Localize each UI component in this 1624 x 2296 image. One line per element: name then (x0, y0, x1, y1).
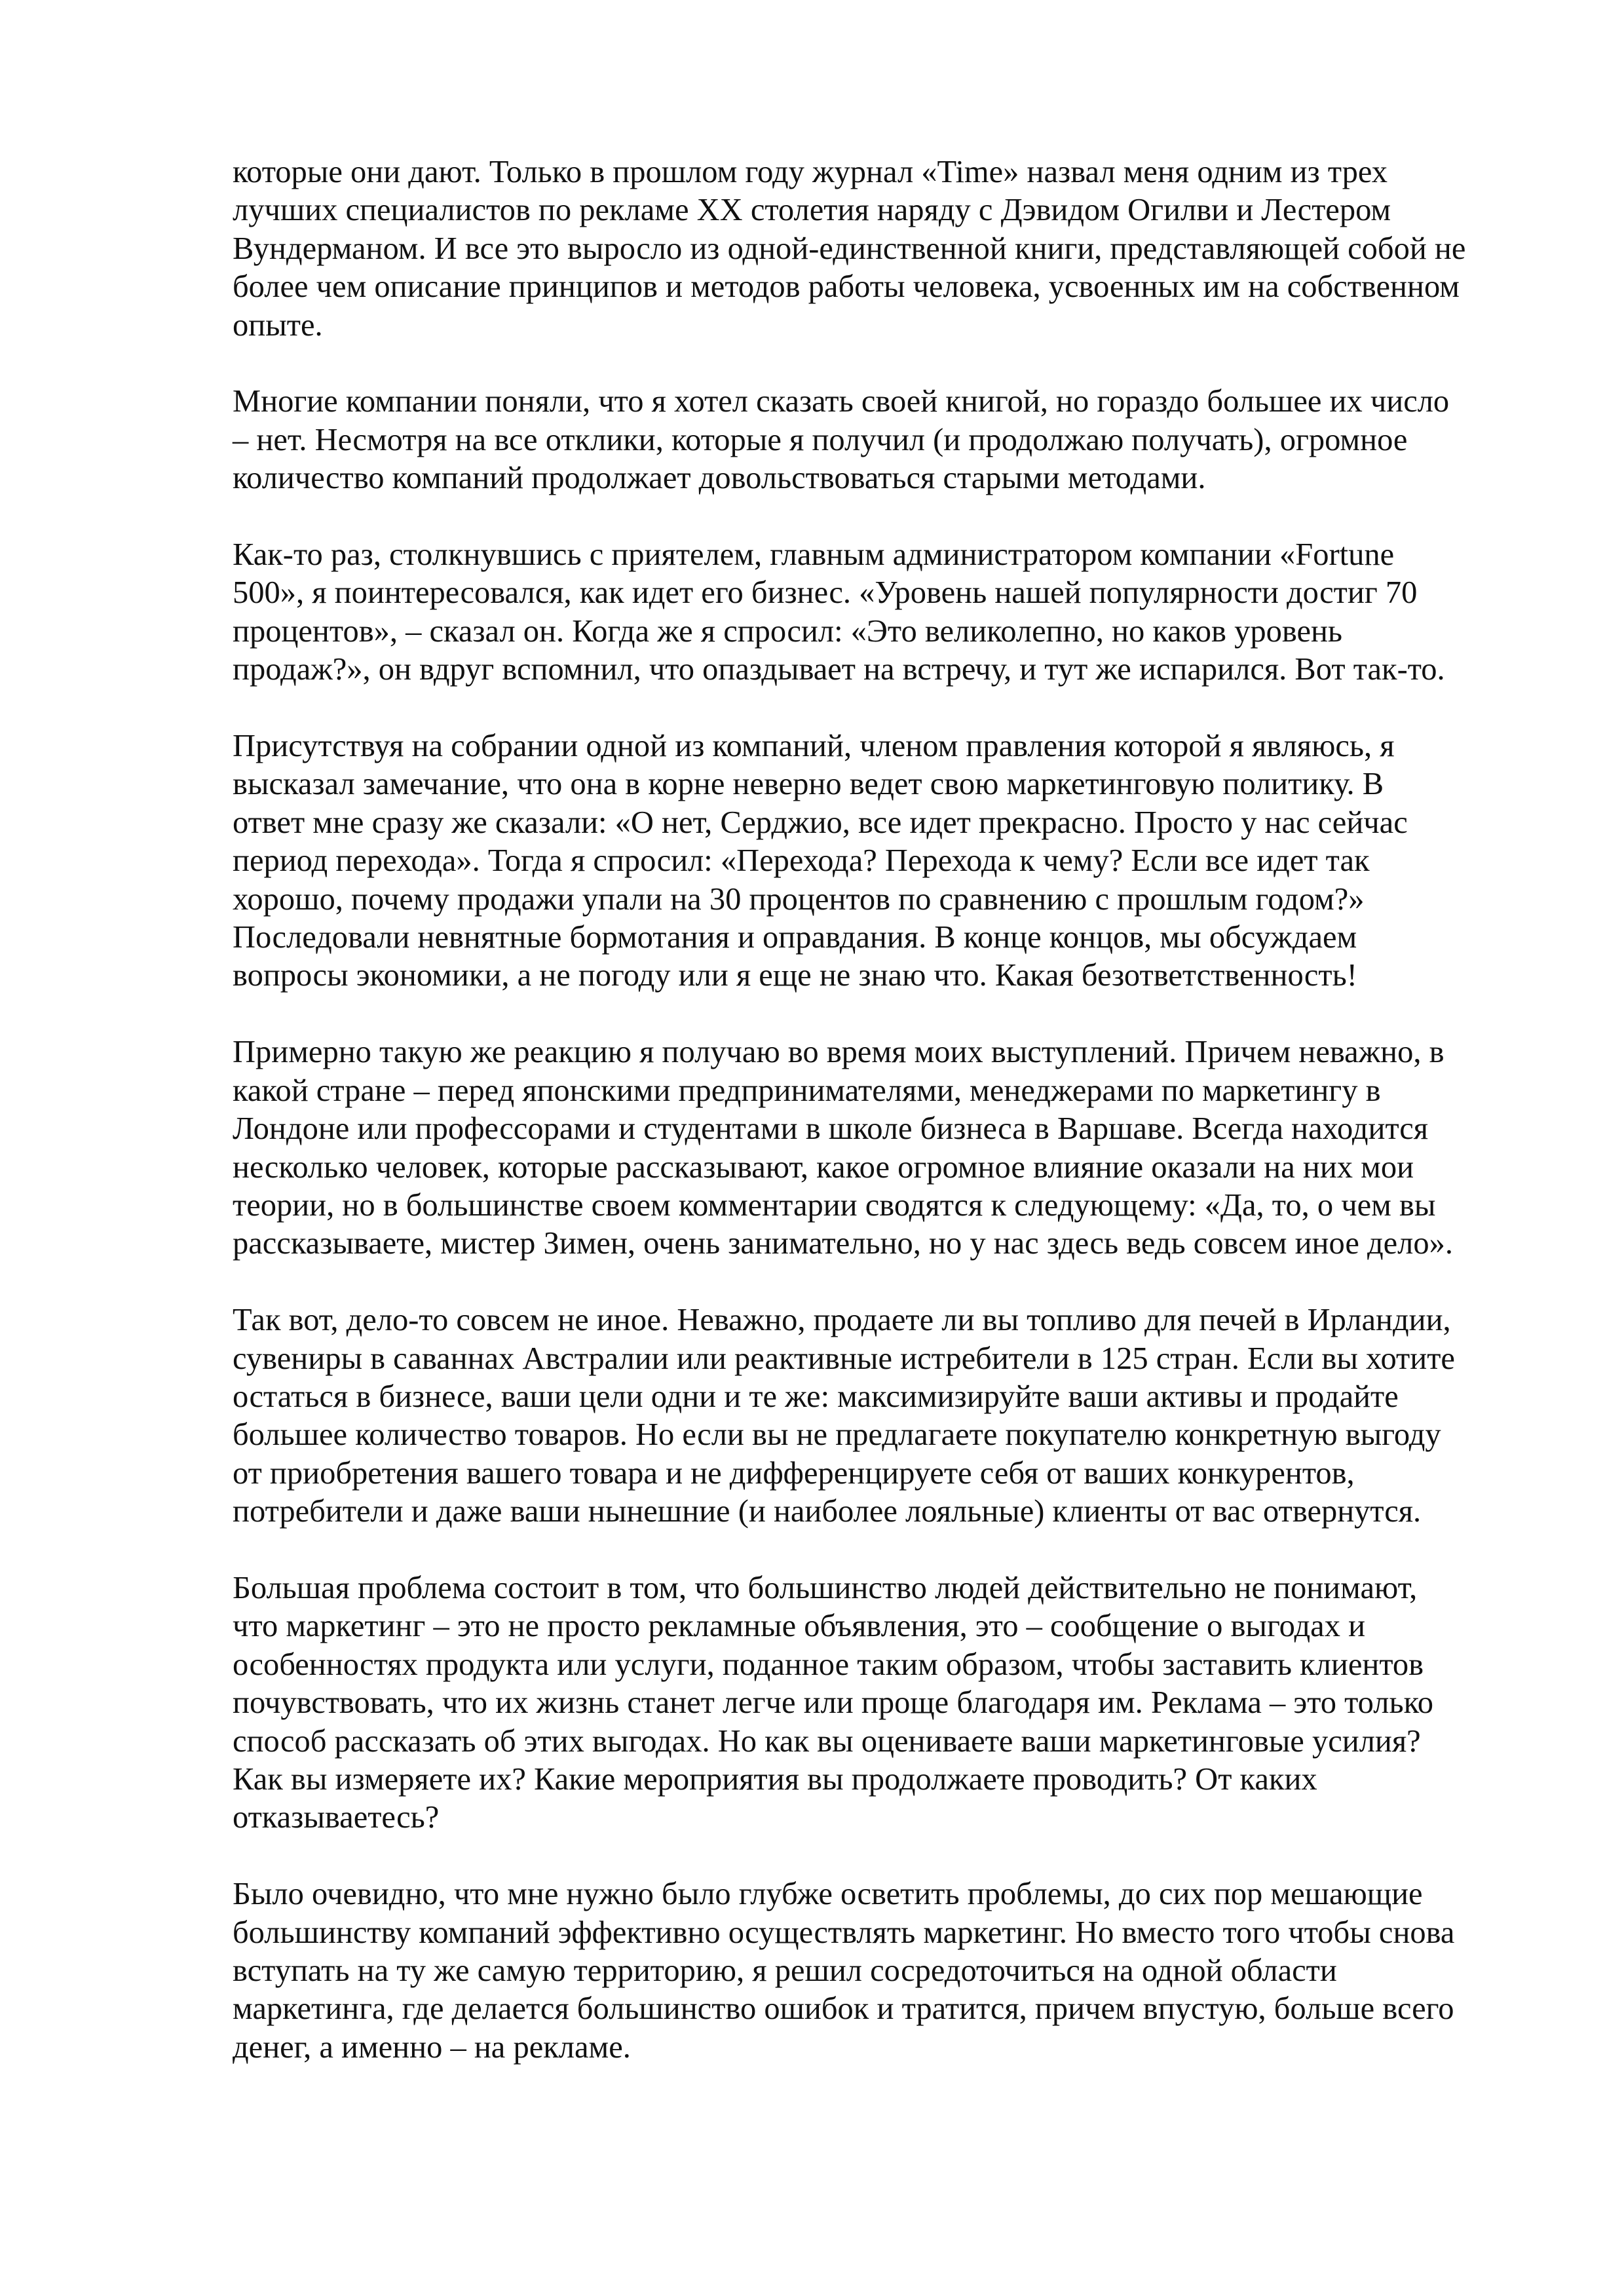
text-line: вступать на ту же самую территорию, я решил сосредоточиться на одной области (233, 1953, 1337, 1988)
text-line: большее количество товаров. Но если вы не предлагаете покупателю конкретную выгоду (233, 1417, 1441, 1453)
text-line: сувениры в саваннах Австралии или реактивные истребители в 125 стран. Если вы хотите (233, 1341, 1455, 1376)
text-line: потребители и даже ваши нынешние (и наиболее лояльные) клиенты от вас отвернутся. (233, 1494, 1422, 1529)
paragraph (233, 727, 1549, 995)
text-line: Многие компании поняли, что я хотел сказать своей книгой, но гораздо большее их число (233, 384, 1450, 419)
text-line: денег, а именно – на рекламе. (233, 2029, 631, 2065)
text-line: рассказываете, мистер Зимен, очень занимательно, но у нас здесь ведь совсем иное дело». (233, 1226, 1454, 1261)
text-line: период перехода». Тогда я спросил: «Перехода? Перехода к чему? Если все идет так (233, 843, 1370, 879)
text-line: Лондоне или профессорами и студентами в школе бизнеса в Варшаве. Всегда находится (233, 1111, 1429, 1147)
paragraph (233, 1569, 1549, 1837)
text-line: какой стране – перед японскими предпринимателями, менеджерами по маркетингу в (233, 1073, 1381, 1108)
text-line: что маркетинг – это не просто рекламные объявления, это – сообщение о выгодах и (233, 1609, 1366, 1644)
text-line: 500», я поинтересовался, как идет его бизнес. «Уровень нашей популярности достиг 70 (233, 575, 1418, 611)
text-line: более чем описание принципов и методов работы человека, усвоенных им на собственном (233, 269, 1460, 305)
paragraph (233, 536, 1549, 689)
text-line: высказал замечание, что она в корне неверно ведет свою маркетинговую политику. В (233, 767, 1384, 802)
text-line: большинству компаний эффективно осуществлять маркетинг. Но вместо того чтобы снова (233, 1915, 1455, 1950)
text-line: которые они дают. Только в прошлом году журнал «Time» назвал меня одним из трех (233, 155, 1388, 189)
text-line: остаться в бизнесе, ваши цели одни и те же: максимизируйте ваши активы и продайте (233, 1379, 1399, 1414)
paragraph (233, 1875, 1549, 2067)
paragraph (233, 1301, 1549, 1531)
text-line: Так вот, дело-то совсем не иное. Неважно, продаете ли вы топливо для печей в Ирландии, (233, 1303, 1451, 1338)
text-line: маркетинга, где делается большинство ошибок и тратится, причем впустую, больше всего (233, 1991, 1454, 2027)
text-line: лучших специалистов по рекламе XX столетия наряду с Дэвидом Огилви и Лестером (233, 193, 1391, 228)
text-line: способ рассказать об этих выгодах. Но как вы оцениваете ваши маркетинговые усилия? (233, 1723, 1421, 1759)
text-line: процентов», – сказал он. Когда же я спросил: «Это великолепно, но каков уровень (233, 613, 1343, 649)
text-line: хорошо, почему продажи упали на 30 процентов по сравнению с прошлым годом?» (233, 881, 1365, 917)
text-line: особенностях продукта или услуги, поданное таким образом, чтобы заставить клиентов (233, 1647, 1424, 1682)
document-body (233, 153, 1549, 2105)
text-line: Большая проблема состоит в том, что большинство людей действительно не понимают, (233, 1570, 1418, 1605)
text-line: продаж?», он вдруг вспомнил, что опаздывает на встречу, и тут же испарился. Вот так-то. (233, 652, 1445, 687)
text-line: Было очевидно, что мне нужно было глубже осветить проблемы, до сих пор мешающие (233, 1877, 1423, 1912)
text-line: Присутствуя на собрании одной из компаний, членом правления которой я являюсь, я (233, 729, 1395, 764)
paragraph (233, 153, 1549, 345)
text-line: Вундерманом. И все это выросло из одной-единственной книги, представляющей собой не (233, 231, 1466, 266)
text-line: отказываетесь? (233, 1800, 440, 1835)
paragraph (233, 383, 1549, 497)
text-line: – нет. Несмотря на все отклики, которые я получил (и продолжаю получать), огромное (233, 422, 1408, 457)
text-line: почувствовать, что их жизнь станет легче или проще благодаря им. Реклама – это только (233, 1685, 1433, 1721)
text-line: Как-то раз, столкнувшись с приятелем, главным администратором компании «Fortune (233, 537, 1395, 573)
text-line: Примерно такую же реакцию я получаю во время моих выступлений. Причем неважно, в (233, 1035, 1445, 1070)
paragraph (233, 1033, 1549, 1263)
text-line: Последовали невнятные бормотания и оправдания. В конце концов, мы обсуждаем (233, 920, 1357, 955)
text-line: опыте. (233, 307, 323, 343)
text-line: Как вы измеряете их? Какие мероприятия вы продолжаете проводить? От каких (233, 1761, 1317, 1797)
text-line: количество компаний продолжает довольствоваться старыми методами. (233, 461, 1206, 496)
text-line: ответ мне сразу же сказали: «О нет, Серджио, все идет прекрасно. Просто у нас сейчас (233, 805, 1408, 840)
text-line: вопросы экономики, а не погоду или я еще не знаю что. Какая безответственность! (233, 958, 1357, 993)
text-line: теории, но в большинстве своем комментарии сводятся к следующему: «Да, то, о чем вы (233, 1187, 1436, 1223)
text-line: несколько человек, которые рассказывают, какое огромное влияние оказали на них мои (233, 1149, 1414, 1185)
text-line: от приобретения вашего товара и не дифференцируете себя от ваших конкурентов, (233, 1455, 1355, 1491)
